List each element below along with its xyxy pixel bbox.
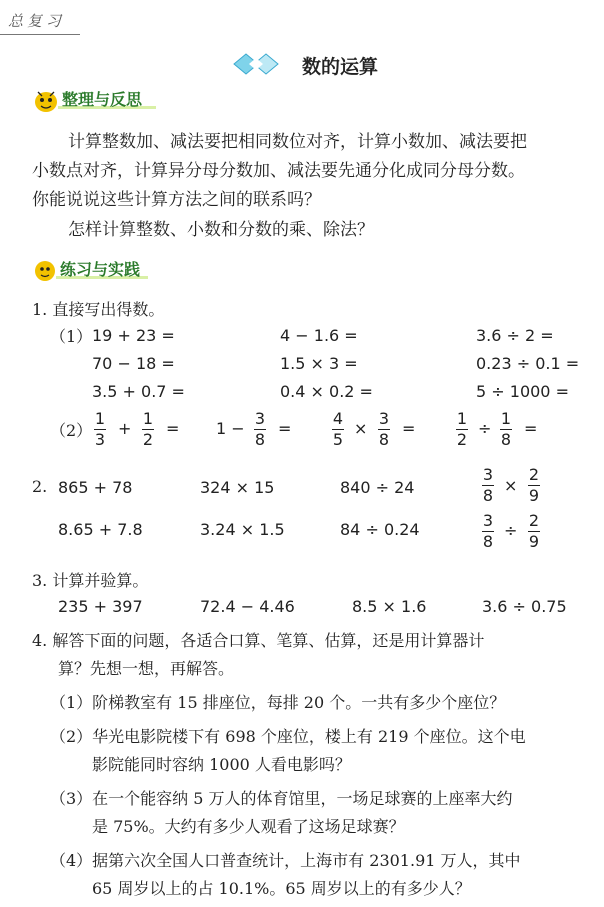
section-heading-reflect: 整理与反思 xyxy=(62,90,143,109)
intro-line-2: 小数点对齐，计算异分母分数加、减法要先通分化成同分母分数。 xyxy=(32,161,525,181)
q1-expr: 0.23 ÷ 0.1 = xyxy=(476,354,580,373)
question-3-label: 3. 计算并验算。 xyxy=(32,571,149,590)
q1-expr: 70 − 18 = xyxy=(92,354,175,373)
q2-expr: 840 ÷ 24 xyxy=(340,478,415,497)
mascot-icon xyxy=(32,255,58,283)
fraction: 3 8 xyxy=(482,511,494,552)
operator: 1 − xyxy=(216,419,245,438)
q4-item-cont: 65 周岁以上的占 10.1%。65 周岁以上的有多少人？ xyxy=(92,879,471,898)
q2-expr: 8.65 + 7.8 xyxy=(58,520,143,539)
question-2-label: 2. xyxy=(32,477,48,496)
operator: ÷ xyxy=(478,419,492,438)
q3-expr: 8.5 × 1.6 xyxy=(352,597,427,616)
mascot-icon xyxy=(32,86,60,114)
operator: × xyxy=(504,476,518,495)
q1-part1-marker: （1） xyxy=(50,327,93,346)
question-4-label-cont: 算？先想一想，再解答。 xyxy=(58,659,235,678)
diamond-icon xyxy=(232,52,290,76)
section-heading-practice: 练习与实践 xyxy=(60,260,141,279)
q1-expr: 3.6 ÷ 2 = xyxy=(476,326,554,345)
q4-item: （3）在一个能容纳 5 万人的体育馆里，一场足球赛的上座率大约 xyxy=(50,789,513,808)
fraction: 2 9 xyxy=(528,511,540,552)
equals-sign: = xyxy=(402,419,416,438)
q4-item: （4）据第六次全国人口普查统计，上海市有 2301.91 万人，其中 xyxy=(50,851,521,870)
q3-expr: 3.6 ÷ 0.75 xyxy=(482,597,567,616)
header-rule xyxy=(0,34,80,35)
question-4-label: 4. 解答下面的问题，各适合口算、笔算、估算，还是用计算器计 xyxy=(32,631,485,650)
intro-line-4: 怎样计算整数、小数和分数的乘、除法？ xyxy=(68,220,374,240)
q2-expr: 324 × 15 xyxy=(200,478,275,497)
page-title: 数的运算 xyxy=(302,56,379,78)
q2-expr: 865 + 78 xyxy=(58,478,133,497)
operator: + xyxy=(118,419,132,438)
fraction: 1 2 xyxy=(142,409,154,450)
question-1-label: 1. 直接写出得数。 xyxy=(32,300,165,319)
q1-expr: 1.5 × 3 = xyxy=(280,354,358,373)
equals-sign: = xyxy=(166,419,180,438)
q3-expr: 72.4 − 4.46 xyxy=(200,597,295,616)
equals-sign: = xyxy=(278,419,292,438)
operator: × xyxy=(354,419,368,438)
q2-expr: 3.24 × 1.5 xyxy=(200,520,285,539)
q1-part2-marker: （2） xyxy=(50,421,93,440)
q4-item: （1）阶梯教室有 15 排座位，每排 20 个。一共有多少个座位？ xyxy=(50,693,506,712)
q1-expr: 0.4 × 0.2 = xyxy=(280,382,373,401)
fraction: 3 8 xyxy=(254,409,266,450)
fraction: 1 2 xyxy=(456,409,468,450)
q1-expr: 3.5 + 0.7 = xyxy=(92,382,185,401)
q4-item-cont: 是 75%。大约有多少人观看了这场足球赛？ xyxy=(92,817,405,836)
fraction: 3 8 xyxy=(378,409,390,450)
intro-line-3: 你能说说这些计算方法之间的联系吗？ xyxy=(32,190,321,210)
fraction: 2 9 xyxy=(528,465,540,506)
fraction: 1 8 xyxy=(500,409,512,450)
q1-expr: 19 + 23 = xyxy=(92,326,175,345)
q4-item-cont: 影院能同时容纳 1000 人看电影吗？ xyxy=(92,755,351,774)
q1-expr: 5 ÷ 1000 = xyxy=(476,382,569,401)
q3-expr: 235 + 397 xyxy=(58,597,143,616)
fraction: 1 3 xyxy=(94,409,106,450)
fraction: 4 5 xyxy=(332,409,344,450)
q1-expr: 4 − 1.6 = xyxy=(280,326,358,345)
q4-item: （2）华光电影院楼下有 698 个座位，楼上有 219 个座位。这个电 xyxy=(50,727,526,746)
intro-line-1: 计算整数加、减法要把相同数位对齐，计算小数加、减法要把 xyxy=(68,132,527,152)
q2-expr: 84 ÷ 0.24 xyxy=(340,520,420,539)
fraction: 3 8 xyxy=(482,465,494,506)
header-label: 总复习 xyxy=(8,12,66,30)
equals-sign: = xyxy=(524,419,538,438)
operator: ÷ xyxy=(504,521,518,540)
